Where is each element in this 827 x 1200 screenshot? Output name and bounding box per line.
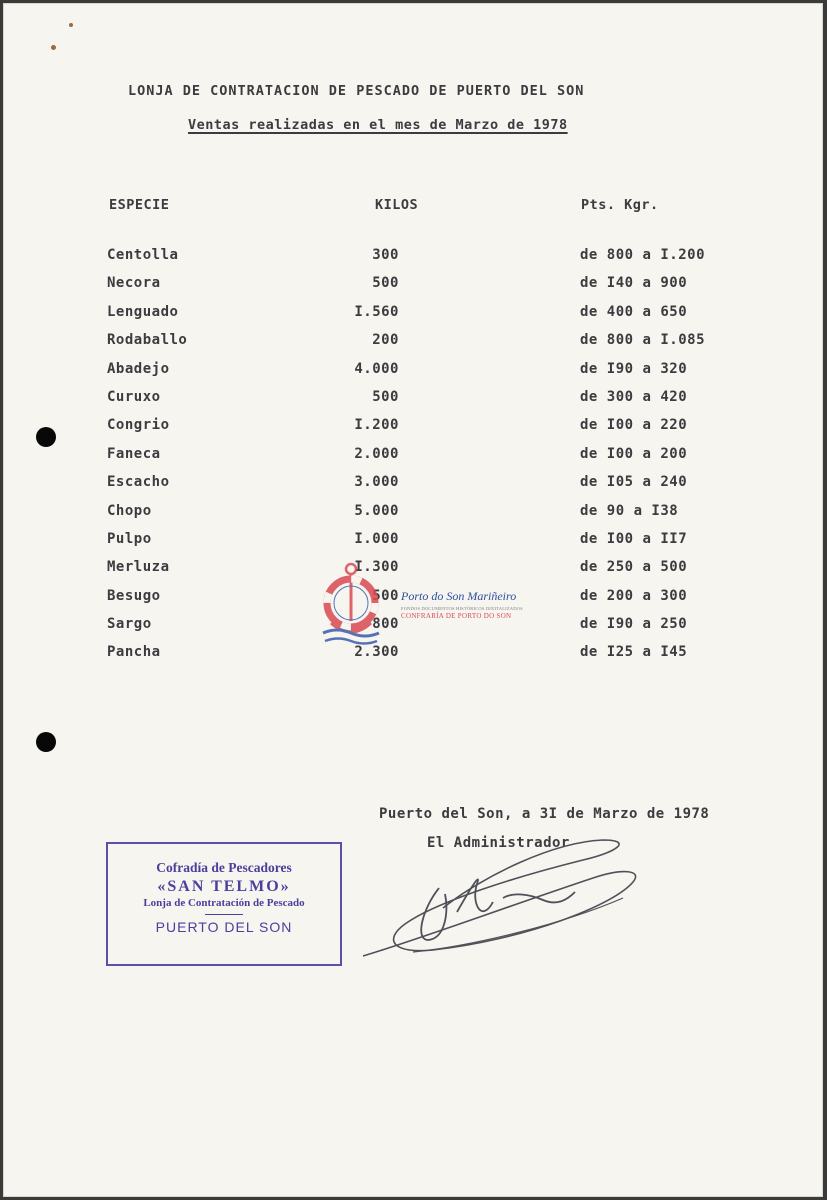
price-cell: de I05 a 240	[580, 474, 688, 491]
document-subtitle: Ventas realizadas en el mes de Marzo de 1978	[188, 117, 568, 133]
signer-title: El Administrador	[427, 835, 570, 851]
price-cell: de I00 a II7	[580, 530, 688, 547]
price-cell: de I90 a 250	[580, 616, 688, 633]
kilos-cell: 500	[372, 275, 399, 292]
species-cell: Lenguado	[107, 303, 179, 320]
species-cell: Rodaballo	[107, 332, 188, 349]
kilos-cell: 2.300	[354, 644, 399, 661]
price-cell: de I00 a 220	[580, 417, 688, 434]
table-row	[3, 247, 823, 275]
table-row	[3, 559, 823, 587]
table-row	[3, 361, 823, 389]
price-cell: de 250 a 500	[580, 559, 688, 576]
table-row	[3, 474, 823, 502]
table-row	[3, 304, 823, 332]
stamp-divider	[205, 914, 243, 915]
species-cell: Necora	[107, 275, 161, 292]
kilos-cell: I.300	[354, 559, 399, 576]
price-cell: de 300 a 420	[580, 388, 688, 405]
kilos-cell: 300	[372, 247, 399, 263]
kilos-cell: 4.000	[354, 360, 399, 377]
price-cell: de I00 a 200	[580, 445, 688, 462]
place-date: Puerto del Son, a 3I de Marzo de 1978	[379, 806, 710, 822]
price-cell: de I90 a 320	[580, 360, 688, 377]
table-row	[3, 503, 823, 531]
stamp-line3: Lonja de Contratación de Pescado	[143, 897, 305, 909]
species-cell: Pancha	[107, 644, 161, 661]
price-cell: de I40 a 900	[580, 275, 688, 292]
species-cell: Abadejo	[107, 360, 170, 377]
kilos-cell: 200	[372, 332, 399, 349]
watermark-brand: Porto do Son Mariñeiro	[401, 589, 517, 603]
kilos-cell: I.560	[354, 303, 399, 320]
table-row	[3, 531, 823, 559]
kilos-cell: 5.000	[354, 502, 399, 519]
table-row	[3, 446, 823, 474]
price-cell: de 800 a I.200	[580, 247, 706, 263]
stamp-line1: Cofradía de Pescadores	[156, 860, 292, 875]
kilos-cell: I.200	[354, 417, 399, 434]
header-species: ESPECIE	[109, 197, 170, 213]
price-cell: de 400 a 650	[580, 303, 688, 320]
cofradia-stamp	[106, 842, 342, 966]
kilos-cell: 3.000	[354, 474, 399, 491]
table-row	[3, 644, 823, 672]
document-title: LONJA DE CONTRATACION DE PESCADO DE PUERTO DEL SON	[128, 83, 585, 99]
species-cell: Faneca	[107, 445, 161, 462]
speck	[51, 45, 56, 50]
kilos-cell: 800	[372, 616, 399, 633]
species-cell: Curuxo	[107, 388, 161, 405]
speck	[69, 23, 73, 27]
header-price: Pts. Kgr.	[581, 197, 659, 213]
table-row	[3, 389, 823, 417]
species-cell: Pulpo	[107, 530, 152, 547]
species-cell: Chopo	[107, 502, 152, 519]
anchor-lifebuoy-icon	[319, 561, 383, 645]
handwritten-signature	[353, 828, 653, 968]
price-cell: de 90 a I38	[580, 502, 679, 519]
watermark-text	[401, 589, 523, 620]
watermark-org: CONFRARÍA DE PORTO DO SON	[401, 612, 512, 620]
table-row	[3, 275, 823, 303]
price-cell: de 200 a 300	[580, 587, 688, 604]
document-page	[3, 3, 823, 1197]
price-cell: de I25 a I45	[580, 644, 688, 661]
kilos-cell: 2.000	[354, 445, 399, 462]
kilos-cell: 500	[372, 388, 399, 405]
species-cell: Escacho	[107, 474, 170, 491]
species-cell: Centolla	[107, 247, 179, 263]
punch-hole	[36, 732, 56, 752]
table-row	[3, 332, 823, 360]
table-row	[3, 616, 823, 644]
table-row	[3, 417, 823, 445]
stamp-line2: «SAN TELMO»	[157, 878, 291, 895]
kilos-cell: I.000	[354, 530, 399, 547]
price-cell: de 800 a I.085	[580, 332, 706, 349]
kilos-cell: 500	[372, 587, 399, 604]
header-kilos: KILOS	[375, 197, 419, 213]
species-cell: Besugo	[107, 587, 161, 604]
species-cell: Sargo	[107, 616, 152, 633]
watermark-caption: FONDOS DOCUMENTOS HISTÓRICOS DIXITALIZADOS	[401, 606, 523, 611]
stamp-line4: PUERTO DEL SON	[155, 919, 293, 935]
species-cell: Merluza	[107, 559, 170, 576]
species-cell: Congrio	[107, 417, 170, 434]
